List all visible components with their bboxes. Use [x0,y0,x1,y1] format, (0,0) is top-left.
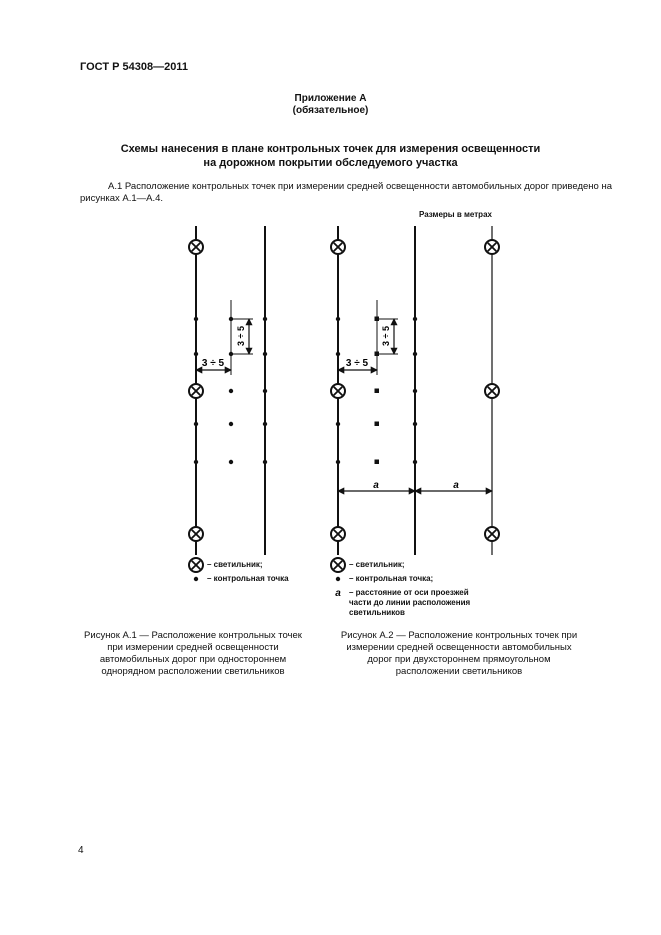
fig1-lamp-icon [189,384,203,398]
fig1-lamp-icon [189,240,203,254]
fig2-lamp-icon [485,527,499,541]
fig2-lamp-icon [485,240,499,254]
fig1-legend-lamp-icon [189,558,203,572]
fig2-legend-a: – расстояние от оси проезжей части до линии расположения светильников [349,588,471,617]
fig2-legend-lamp: – светильник; [349,560,405,569]
section-title-line1: Схемы нанесения в плане контрольных точек для измерения освещенности [120,143,541,155]
figure-a1 [189,226,267,581]
figure-a2 [331,226,499,599]
page-number: 4 [78,845,84,856]
figure-a1-caption: Рисунок А.1 — Расположение контрольных точек при измерении средней освещенности автомобильных дорог при одностороннем однорядном расположении светильников [84,630,302,677]
fig2-legend-point: – контрольная точка; [349,574,434,583]
fig2-dim-v-label: 3 ÷ 5 [381,326,391,346]
fig2-lamp-icon [331,384,345,398]
fig1-legend-point: – контрольная точка [207,574,289,583]
fig2-dim-a-label: a [373,480,379,491]
fig2-legend-a-symbol: a [335,588,341,599]
section-title-line2: на дорожном покрытии обследуемого участка [203,157,458,169]
fig2-lamp-icon [485,384,499,398]
appendix-title: Приложение А [294,93,367,104]
fig2-lamp-icon [331,240,345,254]
fig1-legend-lamp: – светильник; [207,560,263,569]
fig1-dim-v-label: 3 ÷ 5 [236,326,246,346]
fig2-legend-point-icon [336,577,340,581]
fig2-dim-h-label: 3 ÷ 5 [345,358,369,369]
figure-a2-caption: Рисунок А.2 — Расположение контрольных точек при измерении средней освещенности автомобильных дорог при двухстороннем прямоугольном расположении светильников [340,630,578,677]
fig1-dim-h-label: 3 ÷ 5 [201,358,225,369]
intro-paragraph: А.1 Расположение контрольных точек при измерении средней освещенности автомобильных дорог приведено на рисунках А.1—А.4. [80,181,612,204]
appendix-status: (обязательное) [292,105,369,116]
standard-header: ГОСТ Р 54308—2011 [80,61,188,73]
fig1-lamp-icon [189,527,203,541]
fig1-legend-point-icon [194,577,198,581]
fig2-dim-a-label: a [453,480,459,491]
dimensions-note: Размеры в метрах [419,210,492,219]
fig2-lamp-icon [331,527,345,541]
fig2-legend-lamp-icon [331,558,345,572]
